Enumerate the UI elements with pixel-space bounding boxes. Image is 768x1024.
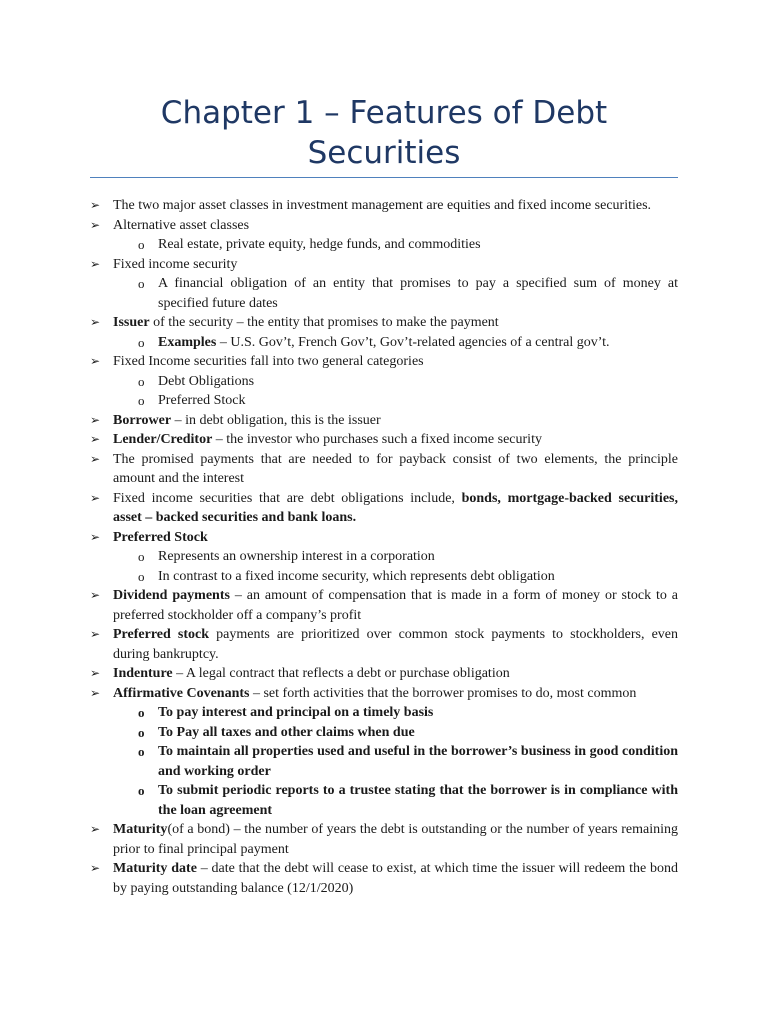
circle-bullet-icon: o [138,549,145,564]
list-item: ➢ Maturity(of a bond) – the number of years the debt is outstanding or the number of years remaining prior to final principal payment [90,822,678,857]
list-item: ➢ Preferred Stock [90,528,678,548]
sub-list-item: o To pay interest and principal on a timely basis [90,703,678,723]
page-title: Chapter 1 – Features of Debt Securities [160,95,608,171]
arrow-bullet-icon: ➢ [90,666,101,680]
sub-list-item: o To submit periodic reports to a trustee stating that the borrower is in compliance with the loan agreement [138,783,678,818]
list-item: ➢ Dividend payments – an amount of compensation that is made in a form of money or stock to a preferred stockholder off a company’s profit [90,588,678,623]
sub-list-item: o Examples – U.S. Gov’t, French Gov’t, Gov’t-related agencies of a central gov’t. [90,333,678,353]
arrow-bullet-icon: ➢ [90,627,101,641]
list-item: ➢ The two major asset classes in investment management are equities and fixed income securities. [90,196,678,216]
arrow-bullet-icon: ➢ [90,490,101,505]
list-item: ➢ Fixed income securities that are debt obligations include, bonds, mortgage-backed securities, asset – backed securities and bank loans. [90,490,678,525]
list-item: ➢ Borrower – in debt obligation, this is the issuer [90,411,678,431]
sub-list-item: o In contrast to a fixed income security, which represents debt obligation [90,567,678,587]
arrow-bullet-icon: ➢ [90,432,101,446]
arrow-bullet-icon: ➢ [90,315,101,329]
list-item: ➢ Issuer of the security – the entity that promises to make the payment [90,313,678,333]
list-item: ➢ Preferred stock payments are prioritized over common stock payments to stockholders, even during bankruptcy. [90,627,678,662]
arrow-bullet-icon: ➢ [90,198,101,212]
list-item: ➢ Affirmative Covenants – set forth activities that the borrower promises to do, most common [90,684,678,704]
notes-list [90,196,678,898]
arrow-bullet-icon: ➢ [90,412,101,427]
circle-bullet-icon: o [138,568,145,584]
arrow-bullet-icon: ➢ [90,354,101,368]
circle-bullet-icon: o [138,724,145,740]
arrow-bullet-icon: ➢ [90,451,101,466]
arrow-bullet-icon: ➢ [90,685,101,700]
list-item: ➢ Alternative asset classes [90,216,678,236]
sub-list-item: o A financial obligation of an entity that promises to pay a specified sum of money at specified future dates [138,276,678,311]
list-item: ➢ Fixed Income securities fall into two general categories [90,352,678,372]
list-item: ➢ Indenture – A legal contract that reflects a debt or purchase obligation [90,664,678,684]
circle-bullet-icon: o [138,276,145,291]
arrow-bullet-icon: ➢ [90,588,101,602]
list-item: ➢ Fixed income security [90,255,678,275]
circle-bullet-icon: o [138,393,145,408]
circle-bullet-icon: o [138,237,145,252]
sub-list-item: o To Pay all taxes and other claims when due [90,723,678,743]
arrow-bullet-icon: ➢ [90,256,101,271]
list-item: ➢ Maturity date – date that the debt will cease to exist, at which time the issuer will redeem the bond by paying outstanding balance (12/1/2020) [90,861,678,896]
circle-bullet-icon: o [138,373,145,389]
sub-list-item: o Represents an ownership interest in a corporation [90,547,678,567]
list-item: ➢ The promised payments that are needed to for payback consist of two elements, the principle amount and the interest [90,451,678,486]
circle-bullet-icon: o [138,783,145,798]
arrow-bullet-icon: ➢ [90,861,101,875]
arrow-bullet-icon: ➢ [90,217,101,232]
circle-bullet-icon: o [138,744,145,759]
arrow-bullet-icon: ➢ [90,529,101,544]
sub-list-item: o Real estate, private equity, hedge funds, and commodities [90,235,678,255]
sub-list-item: o To maintain all properties used and useful in the borrower’s business in good condition and working order [138,744,678,779]
sub-list-item: o Preferred Stock [90,391,678,411]
arrow-bullet-icon: ➢ [90,822,101,836]
sub-list-item: o Debt Obligations [90,372,678,392]
title-divider [90,177,678,178]
list-item: ➢ Lender/Creditor – the investor who purchases such a fixed income security [90,430,678,450]
circle-bullet-icon: o [138,334,145,350]
circle-bullet-icon: o [138,705,145,720]
